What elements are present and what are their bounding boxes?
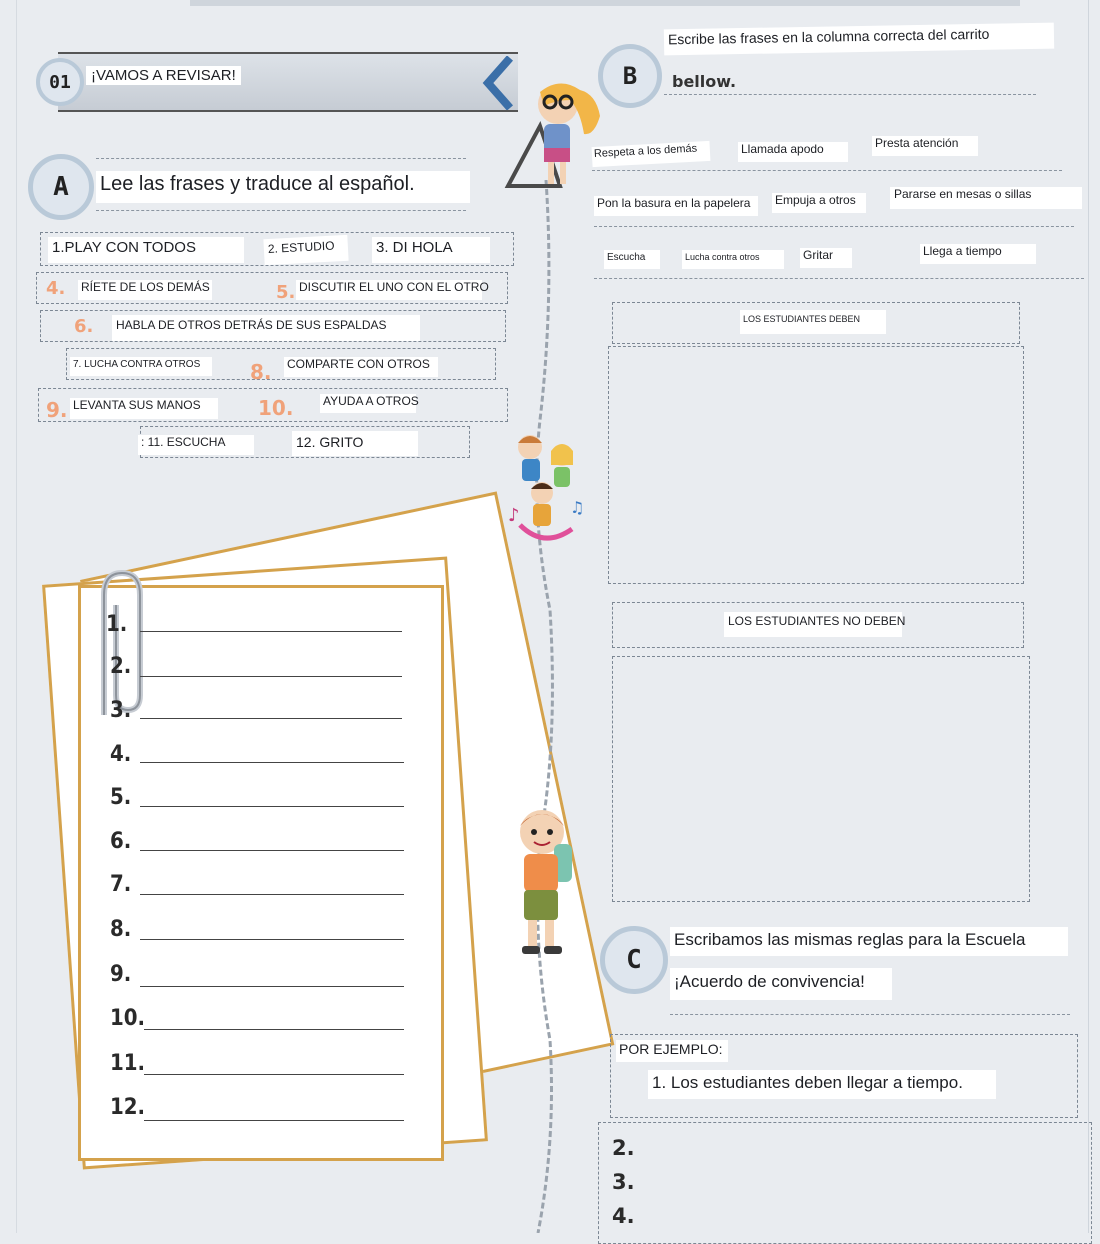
section-c-letter: C xyxy=(626,945,642,975)
phrase-rule-3 xyxy=(594,278,1084,279)
section-a-letter: A xyxy=(53,172,69,202)
answer-num-2: 2. xyxy=(110,654,132,679)
phrase-rule-1 xyxy=(592,170,1062,171)
svg-text:♪: ♪ xyxy=(508,505,520,526)
phrase-4[interactable]: Pon la basura en la papelera xyxy=(594,196,758,216)
example-label: POR EJEMPLO: xyxy=(616,1040,728,1062)
answer-line-2[interactable] xyxy=(140,676,402,677)
phrase-6[interactable]: Pararse en mesas o sillas xyxy=(890,187,1082,209)
vocab-item-4: RÍETE DE LOS DEMÁS xyxy=(78,280,212,300)
answer-line-1[interactable] xyxy=(140,631,402,632)
answer-num-1: 1. xyxy=(106,612,128,637)
section-c-badge xyxy=(600,926,668,994)
example-rule: 1. Los estudiantes deben llegar a tiempo. xyxy=(648,1070,996,1099)
section-c-subtitle: ¡Acuerdo de convivencia! xyxy=(670,968,892,1000)
answer-line-3[interactable] xyxy=(140,718,402,719)
answer-line-12[interactable] xyxy=(144,1120,404,1121)
section-a-rule-2 xyxy=(96,210,466,211)
boy-with-backpack-illustration xyxy=(508,800,588,965)
answer-num-8: 8. xyxy=(110,917,132,942)
phrase-1[interactable]: Respeta a los demás xyxy=(592,141,711,167)
rule-line-2: 2. xyxy=(612,1136,635,1160)
should-column-title: LOS ESTUDIANTES DEBEN xyxy=(740,310,886,334)
answer-num-3: 3. xyxy=(110,698,132,723)
answer-line-8[interactable] xyxy=(140,939,404,940)
section-b-subtitle: bellow. xyxy=(672,72,737,91)
answer-num-7: 7. xyxy=(110,872,132,897)
phrase-8[interactable]: Lucha contra otros xyxy=(682,250,784,269)
vocab-num-9: 9. xyxy=(46,398,68,422)
should-answer-area[interactable] xyxy=(608,346,1024,584)
vocab-item-9: LEVANTA SUS MANOS xyxy=(70,398,218,419)
phrase-3[interactable]: Presta atención xyxy=(872,136,978,156)
section-a-instruction: Lee las frases y traduce al español. xyxy=(96,171,470,203)
answer-line-7[interactable] xyxy=(140,894,404,895)
right-margin-line xyxy=(1088,0,1089,1233)
rule-line-4: 4. xyxy=(612,1204,635,1228)
phrase-7[interactable]: Escucha xyxy=(604,250,660,269)
section-a-rule xyxy=(96,158,466,159)
answer-num-4: 4. xyxy=(110,742,132,767)
kids-music-illustration xyxy=(500,425,590,550)
vocab-item-2: 2. ESTUDIO xyxy=(263,235,348,265)
section-b-letter: B xyxy=(622,62,638,90)
should-not-answer-area[interactable] xyxy=(612,656,1030,902)
answer-num-9: 9. xyxy=(110,962,132,987)
vocab-item-6: HABLA DE OTROS DETRÁS DE SUS ESPALDAS xyxy=(112,315,420,341)
header-badge-text: 01 xyxy=(49,71,71,93)
rules-answer-box[interactable] xyxy=(598,1122,1092,1244)
top-rule xyxy=(190,0,1020,6)
answer-num-10: 10. xyxy=(110,1006,146,1031)
answer-line-9[interactable] xyxy=(140,986,404,987)
vocab-num-5: 5. xyxy=(276,282,296,303)
vocab-item-10: AYUDA A OTROS xyxy=(320,394,416,413)
vocab-item-11: : 11. ESCUCHA xyxy=(138,435,254,455)
rope-decoration xyxy=(510,180,570,1233)
answer-line-10[interactable] xyxy=(144,1029,404,1030)
vocab-item-1: 1.PLAY CON TODOS xyxy=(48,237,244,263)
section-b-rule xyxy=(664,94,1036,95)
vocab-num-10: 10. xyxy=(258,396,294,420)
rule-line-3: 3. xyxy=(612,1170,635,1194)
vocab-num-6: 6. xyxy=(74,316,94,337)
vocab-item-8: COMPARTE CON OTROS xyxy=(284,357,438,377)
svg-text:♫: ♫ xyxy=(570,498,585,517)
vocab-num-8: 8. xyxy=(250,360,272,384)
section-c-instruction: Escribamos las mismas reglas para la Escuela xyxy=(670,927,1068,956)
phrase-9[interactable]: Gritar xyxy=(800,248,852,268)
vocab-item-5: DISCUTIR EL UNO CON EL OTRO xyxy=(296,280,482,300)
vocab-item-12: 12. GRITO xyxy=(292,431,418,456)
answer-num-12: 12. xyxy=(110,1095,146,1120)
phrase-5[interactable]: Empuja a otros xyxy=(772,193,866,213)
section-c-rule xyxy=(670,1014,1070,1015)
should-not-column-title: LOS ESTUDIANTES NO DEBEN xyxy=(724,612,902,637)
page-title: ¡VAMOS A REVISAR! xyxy=(86,66,241,85)
answer-line-4[interactable] xyxy=(140,762,404,763)
vocab-item-7: 7. LUCHA CONTRA OTROS xyxy=(70,357,212,376)
left-margin-line xyxy=(16,0,17,1233)
answer-num-11: 11. xyxy=(110,1051,146,1076)
phrase-2[interactable]: Llamada apodo xyxy=(738,142,848,162)
answer-num-6: 6. xyxy=(110,829,132,854)
answer-line-11[interactable] xyxy=(144,1074,404,1075)
answer-line-5[interactable] xyxy=(140,806,404,807)
section-a-badge xyxy=(28,154,94,220)
phrase-10[interactable]: Llega a tiempo xyxy=(920,244,1036,264)
vocab-num-4: 4. xyxy=(46,278,66,299)
section-b-instruction: Escribe las frases en la columna correcta del carrito xyxy=(664,23,1054,56)
vocab-item-3: 3. DI HOLA xyxy=(372,237,490,263)
girl-with-ruler-illustration xyxy=(500,76,610,196)
answer-num-5: 5. xyxy=(110,785,132,810)
section-b-badge xyxy=(598,44,662,108)
phrase-rule-2 xyxy=(594,226,1074,227)
answer-line-6[interactable] xyxy=(140,850,404,851)
header-badge xyxy=(36,58,84,106)
